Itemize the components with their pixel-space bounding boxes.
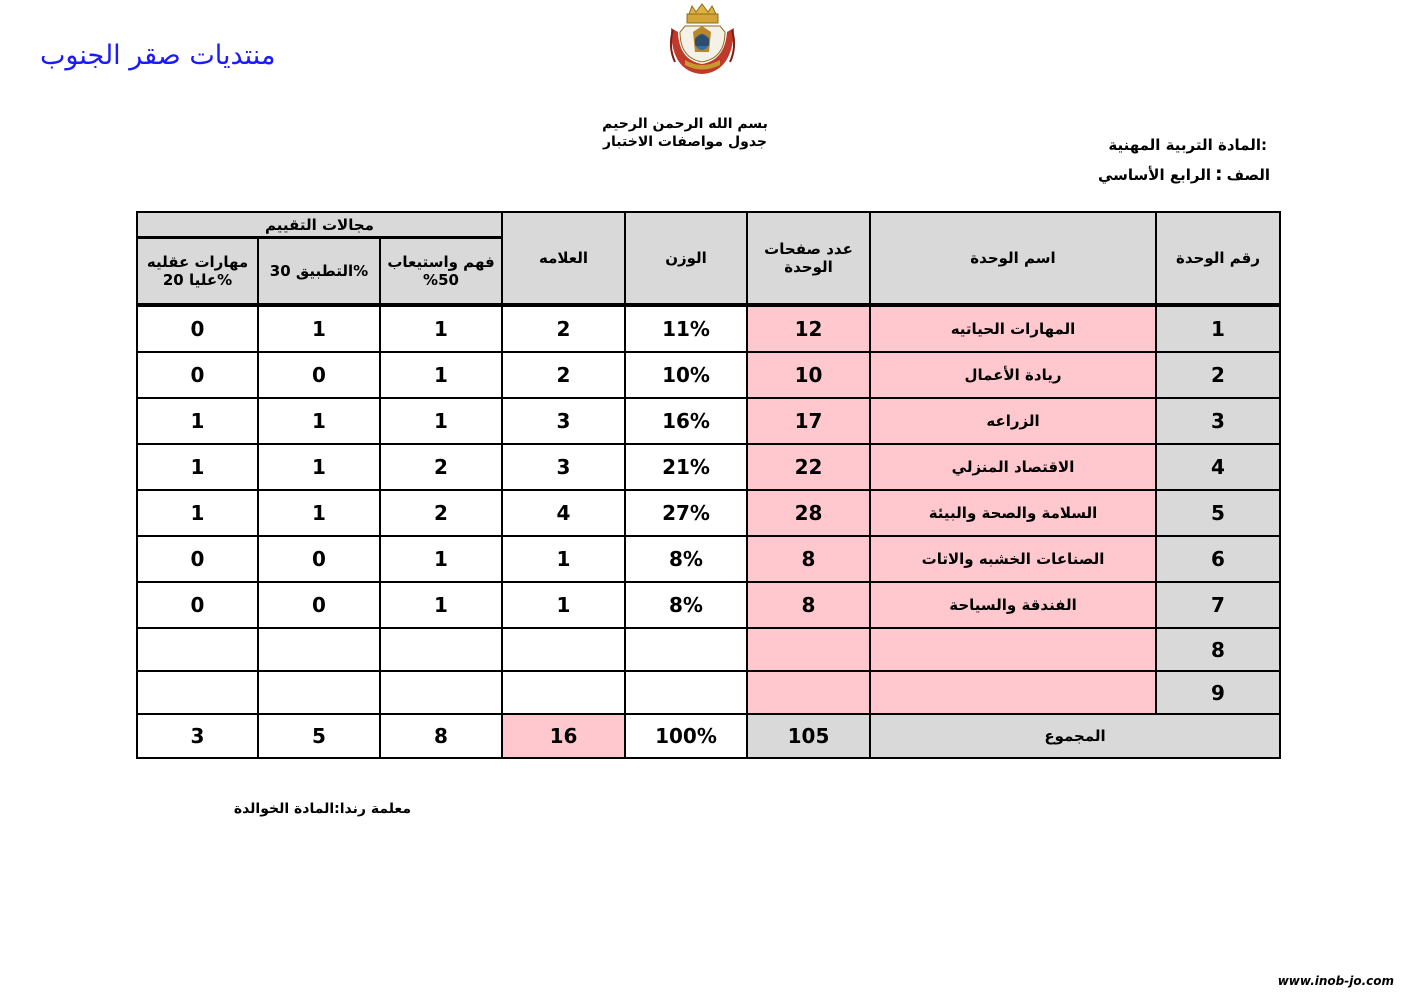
- header-unit-pages: [746, 211, 871, 305]
- header-comprehension: [379, 237, 503, 305]
- cell-unit-name: الفندقة والسياحة: [869, 581, 1157, 629]
- cell-higher: 1: [136, 443, 259, 491]
- cell-higher: 0: [136, 305, 259, 353]
- total-weight: 100%: [624, 713, 748, 759]
- grade-colon: :: [1214, 163, 1223, 185]
- cell-application: [257, 627, 381, 672]
- cell-comprehension: [379, 627, 503, 672]
- cell-unit-name: الاقتصاد المنزلي: [869, 443, 1157, 491]
- cell-mark: 2: [501, 305, 626, 353]
- cell-higher: 0: [136, 581, 259, 629]
- forum-name: منتديات صقر الجنوب: [40, 40, 276, 71]
- cell-mark: 2: [501, 351, 626, 399]
- cell-comprehension: 2: [379, 489, 503, 537]
- cell-weight: 11%: [624, 305, 748, 353]
- cell-pages: 28: [746, 489, 871, 537]
- cell-mark: 1: [501, 535, 626, 583]
- header-pages-line2: الوحدة: [784, 258, 833, 276]
- cell-weight: 21%: [624, 443, 748, 491]
- cell-unit-number: 1: [1155, 305, 1281, 353]
- cell-pages: 22: [746, 443, 871, 491]
- total-comprehension: 8: [379, 713, 503, 759]
- cell-comprehension: 2: [379, 443, 503, 491]
- cell-higher: [136, 670, 259, 715]
- cell-application: 1: [257, 305, 381, 353]
- cell-higher: 0: [136, 535, 259, 583]
- cell-unit-name: السلامة والصحة والبيئة: [869, 489, 1157, 537]
- specification-table: [136, 211, 1281, 759]
- cell-weight: 8%: [624, 581, 748, 629]
- cell-comprehension: 1: [379, 305, 503, 353]
- cell-unit-name: ريادة الأعمال: [869, 351, 1157, 399]
- cell-comprehension: 1: [379, 397, 503, 445]
- cell-unit-name: المهارات الحياتيه: [869, 305, 1157, 353]
- cell-mark: 4: [501, 489, 626, 537]
- cell-pages: 12: [746, 305, 871, 353]
- header-higher-line2: عليا 20%: [162, 271, 233, 289]
- cell-higher: 1: [136, 489, 259, 537]
- cell-weight: 16%: [624, 397, 748, 445]
- header-application: التطبيق 30%: [257, 237, 381, 305]
- cell-comprehension: 1: [379, 351, 503, 399]
- cell-comprehension: 1: [379, 535, 503, 583]
- cell-unit-number: 2: [1155, 351, 1281, 399]
- cell-unit-number: 5: [1155, 489, 1281, 537]
- cell-application: 0: [257, 581, 381, 629]
- grade-label: الصف: [1226, 166, 1270, 184]
- header-assessment-domains: مجالات التقييم: [136, 211, 503, 238]
- cell-unit-number: 7: [1155, 581, 1281, 629]
- header-pages-line1: عدد صفحات: [764, 240, 853, 258]
- cell-mark: 3: [501, 443, 626, 491]
- subject-label: :المادة التربية المهنية: [1108, 136, 1267, 154]
- header-higher-order-skills: [136, 237, 259, 305]
- cell-pages: 17: [746, 397, 871, 445]
- header-comprehension-line2: %50: [423, 271, 459, 289]
- header-unit-number: رقم الوحدة: [1155, 211, 1281, 305]
- teacher-name: معلمة رندا:المادة الخوالدة: [233, 801, 411, 817]
- header-higher-line1: مهارات عقليه: [146, 253, 249, 271]
- header-weight: الوزن: [624, 211, 748, 305]
- cell-mark: [501, 670, 626, 715]
- cell-unit-name: الصناعات الخشبه والاتات: [869, 535, 1157, 583]
- cell-unit-name: [869, 670, 1157, 715]
- cell-application: 1: [257, 489, 381, 537]
- cell-higher: 0: [136, 351, 259, 399]
- cell-comprehension: [379, 670, 503, 715]
- cell-comprehension: 1: [379, 581, 503, 629]
- total-label: المجموع: [869, 713, 1281, 759]
- cell-mark: 1: [501, 581, 626, 629]
- cell-weight: 10%: [624, 351, 748, 399]
- grade-value: الرابع الأساسي: [1098, 166, 1211, 184]
- cell-pages: [746, 627, 871, 672]
- cell-higher: [136, 627, 259, 672]
- cell-unit-number: 3: [1155, 397, 1281, 445]
- cell-unit-number: 9: [1155, 670, 1281, 715]
- website-link[interactable]: www.inob-jo.com: [1277, 974, 1394, 988]
- cell-higher: 1: [136, 397, 259, 445]
- cell-application: 0: [257, 535, 381, 583]
- cell-unit-name: الزراعه: [869, 397, 1157, 445]
- total-application: 5: [257, 713, 381, 759]
- cell-weight: [624, 627, 748, 672]
- cell-application: 0: [257, 351, 381, 399]
- cell-pages: 10: [746, 351, 871, 399]
- cell-weight: [624, 670, 748, 715]
- cell-unit-number: 4: [1155, 443, 1281, 491]
- cell-weight: 8%: [624, 535, 748, 583]
- jordan-coat-of-arms-icon: [665, 2, 740, 78]
- header-comprehension-line1: فهم واستيعاب: [387, 253, 495, 271]
- cell-weight: 27%: [624, 489, 748, 537]
- cell-mark: 3: [501, 397, 626, 445]
- total-mark: 16: [501, 713, 626, 759]
- header-mark: العلامه: [501, 211, 626, 305]
- cell-application: [257, 670, 381, 715]
- header-unit-name: اسم الوحدة: [869, 211, 1157, 305]
- cell-mark: [501, 627, 626, 672]
- cell-pages: 8: [746, 581, 871, 629]
- cell-pages: 8: [746, 535, 871, 583]
- grade-line: [1098, 163, 1270, 185]
- total-pages: 105: [746, 713, 871, 759]
- document-title: جدول مواصفات الاختبار: [602, 134, 767, 150]
- cell-application: 1: [257, 397, 381, 445]
- cell-unit-name: [869, 627, 1157, 672]
- total-higher: 3: [136, 713, 259, 759]
- basmala: بسم الله الرحمن الرحيم: [602, 116, 768, 132]
- cell-unit-number: 6: [1155, 535, 1281, 583]
- cell-application: 1: [257, 443, 381, 491]
- cell-pages: [746, 670, 871, 715]
- cell-unit-number: 8: [1155, 627, 1281, 672]
